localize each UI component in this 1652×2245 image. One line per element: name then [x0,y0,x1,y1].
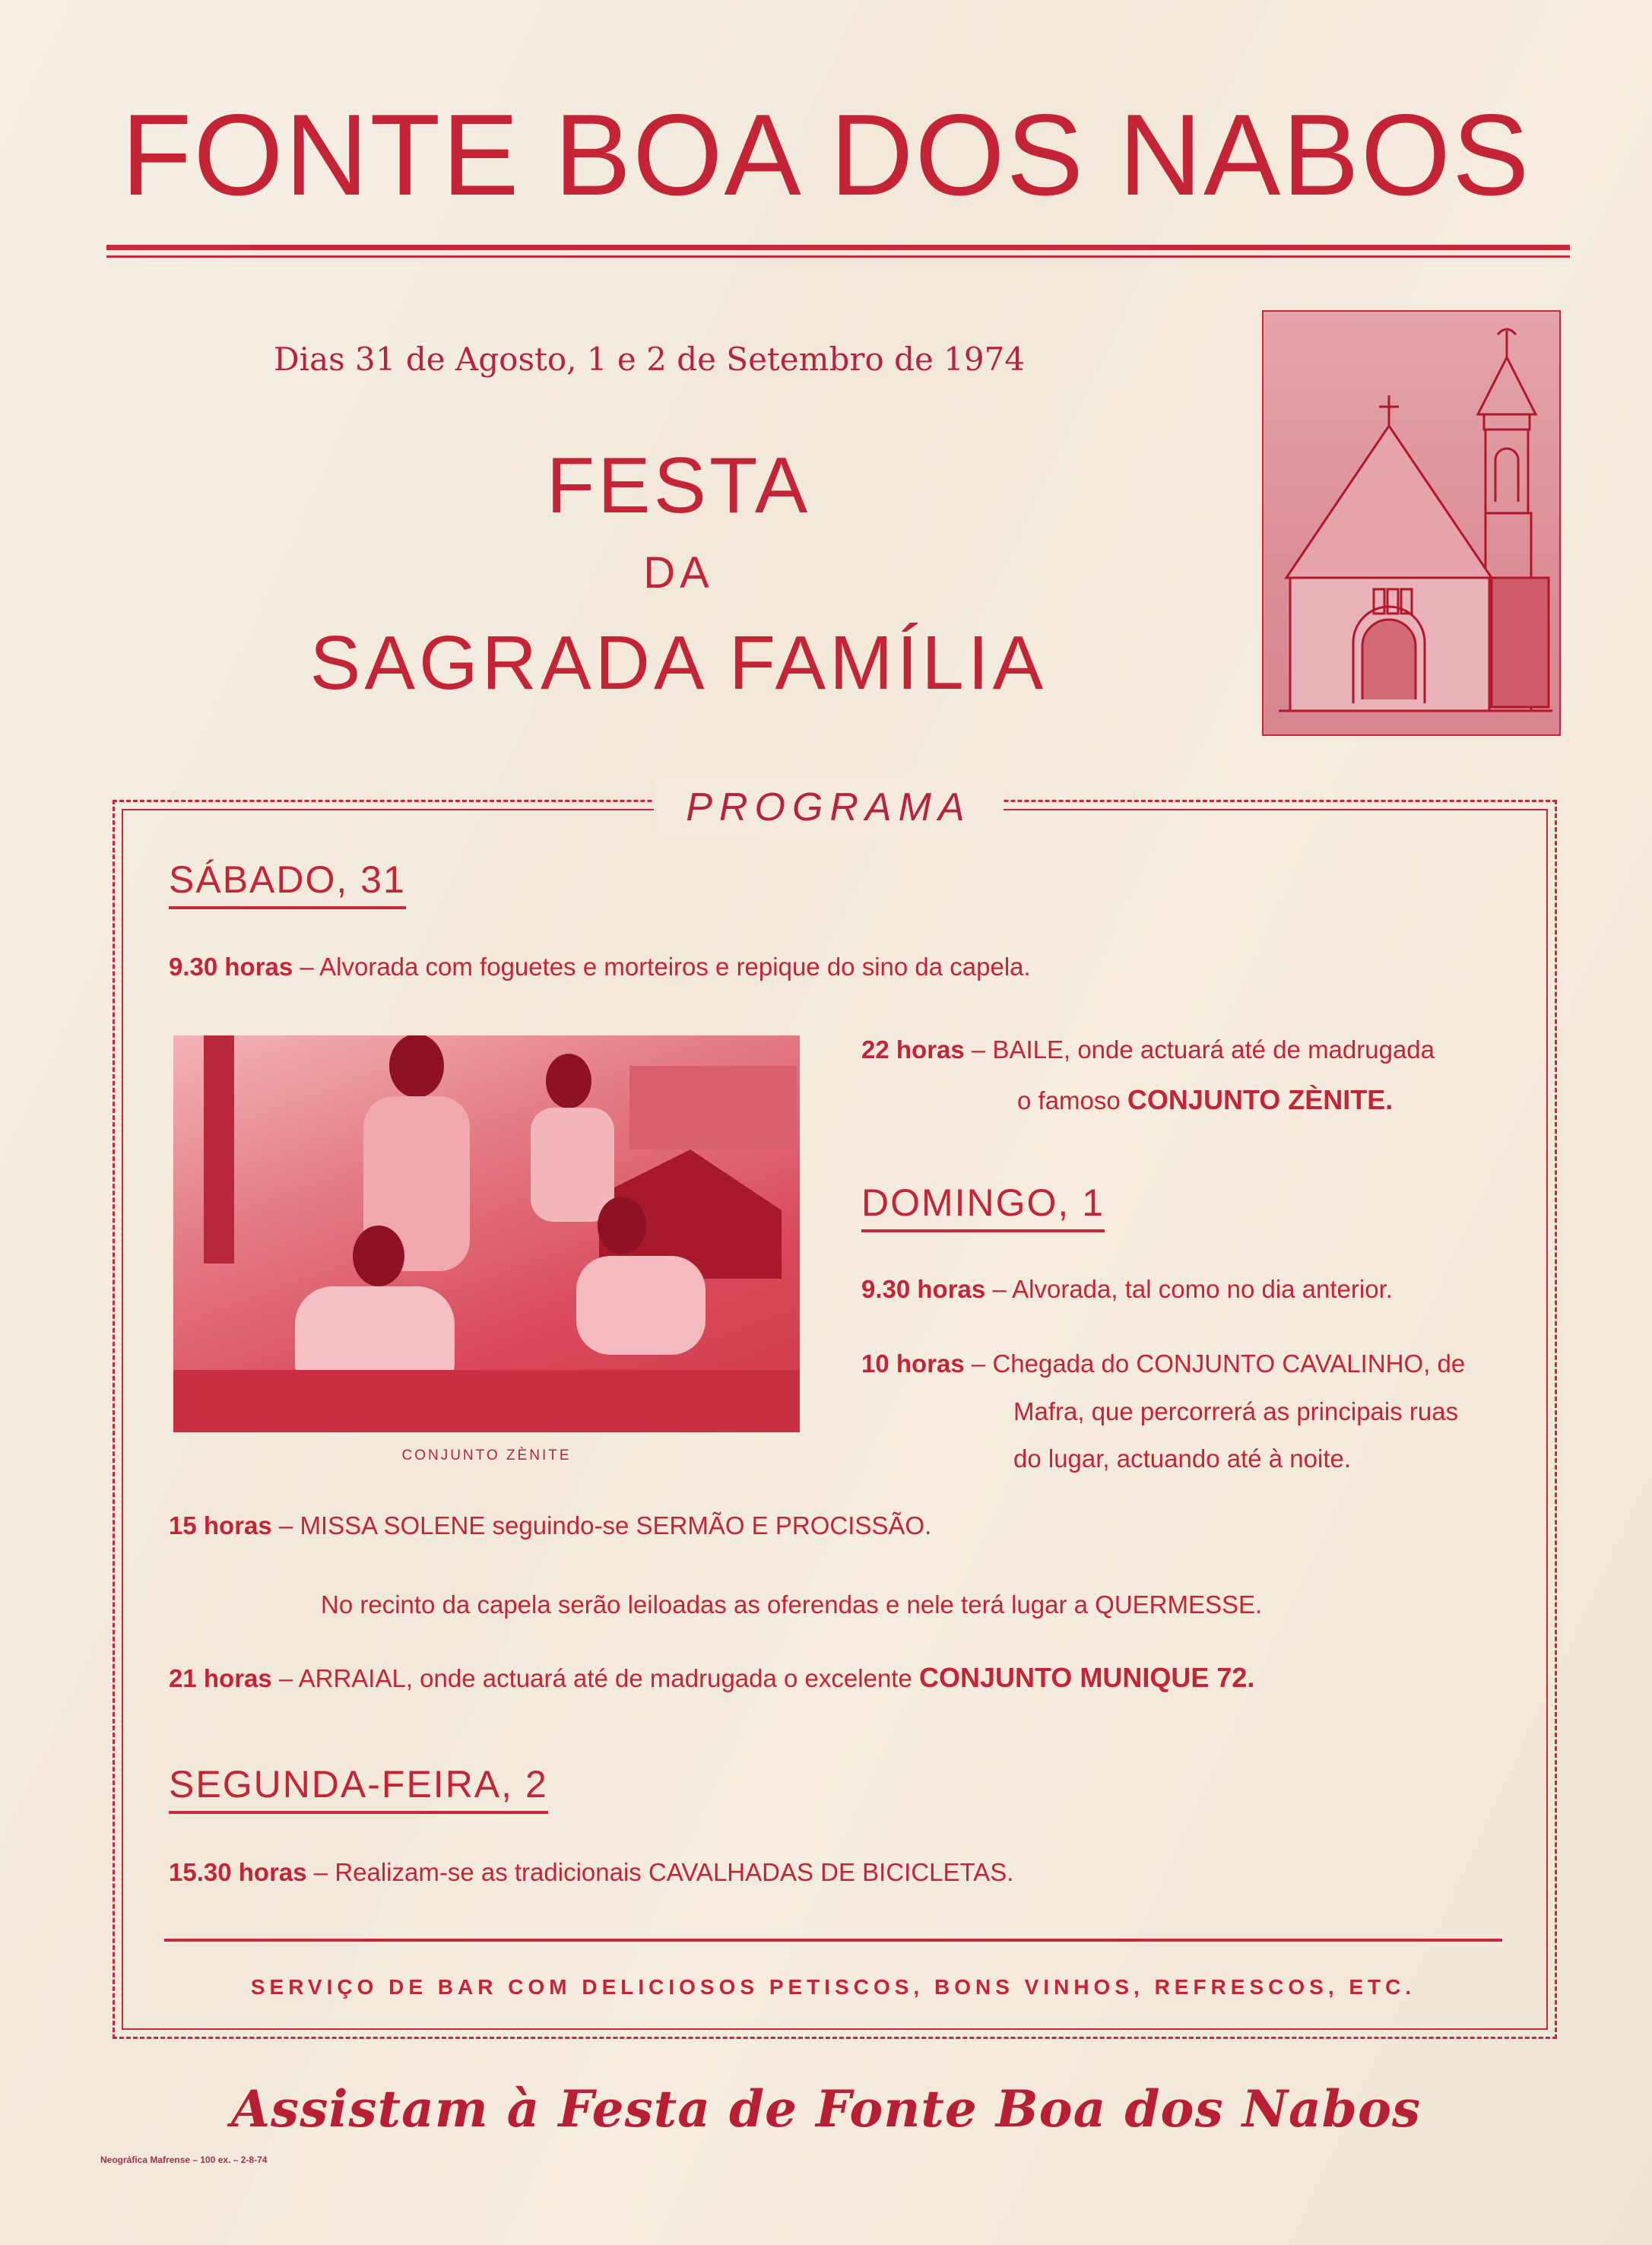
domingo-line-5 [169,1662,1254,1694]
time-label: 15.30 horas [169,1858,307,1886]
segunda-line-1 [169,1858,1013,1887]
photo-caption: CONJUNTO ZÈNITE [401,1448,572,1463]
day-heading-segunda: SEGUNDA-FEIRA, 2 [169,1762,548,1814]
day-heading-domingo: DOMINGO, 1 [861,1181,1105,1232]
event-text: – Alvorada com foguetes e morteiros e repique do sino da capela. [293,953,1031,981]
time-label: 21 horas [169,1664,272,1692]
programa-label: PROGRAMA [654,777,1004,838]
event-text: o famoso [1017,1086,1127,1115]
bar-service-note: SERVIÇO DE BAR COM DELICIOSOS PETISCOS, BONS VINHOS, REFRESCOS, ETC. [250,1975,1416,1999]
domingo-line-1 [861,1275,1393,1304]
da-heading: DA [643,548,714,598]
time-label: 9.30 horas [861,1275,986,1303]
event-text: – MISSA SOLENE seguindo-se SERMÃO E PROCISSÃO. [271,1511,932,1539]
sagrada-familia-heading: SAGRADA FAMÍLIA [309,620,1048,706]
band-name: CONJUNTO MUNIQUE 72. [918,1662,1255,1693]
festa-heading: FESTA [546,442,811,530]
event-text: – Chegada do CONJUNTO CAVALINHO, de [964,1349,1466,1378]
chapel-drawing-icon [1264,312,1559,734]
title-rule-bottom [106,255,1570,258]
band-photo [173,1035,800,1432]
domingo-line-2 [861,1349,1465,1378]
service-divider [164,1939,1502,1942]
sabado-line-1 [169,953,1031,981]
event-text: – Alvorada, tal como no dia anterior. [985,1275,1393,1303]
event-text: – Realizam-se as tradicionais CAVALHADAS DE BICICLETAS. [306,1858,1014,1886]
time-label: 10 horas [861,1349,965,1378]
event-text: – BAILE, onde actuará até de madrugada [964,1035,1435,1064]
chapel-illustration [1262,310,1561,736]
band-photo-image-icon [173,1035,800,1432]
event-dates: Dias 31 de Agosto, 1 e 2 de Setembro de 1974 [274,341,1026,378]
title-rule-top [106,245,1570,250]
printer-credit: Neográfica Mafrense – 100 ex. – 2-8-74 [100,2155,268,2165]
domingo-line-2b: Mafra, que percorrerá as principais ruas [1013,1397,1459,1425]
domingo-line-4: No recinto da capela serão leiloadas as oferendas e nele terá lugar a QUERMESSE. [321,1590,1263,1619]
time-label: 22 horas [861,1035,965,1064]
time-label: 9.30 horas [169,953,293,981]
sabado-line-2 [861,1035,1435,1064]
event-text: – ARRAIAL, onde actuará até de madrugada o excelente [271,1664,919,1692]
closing-slogan: Assistam à Festa de Fonte Boa dos Nabos [230,2079,1422,2139]
poster-title: FONTE BOA DOS NABOS [121,90,1531,220]
time-label: 15 horas [169,1511,272,1539]
domingo-line-3 [169,1511,931,1540]
domingo-line-2c: do lugar, actuando até à noite. [1013,1444,1352,1473]
sabado-line-2b [1017,1084,1393,1116]
band-name: CONJUNTO ZÈNITE. [1127,1084,1394,1115]
day-heading-sabado: SÁBADO, 31 [169,858,406,909]
